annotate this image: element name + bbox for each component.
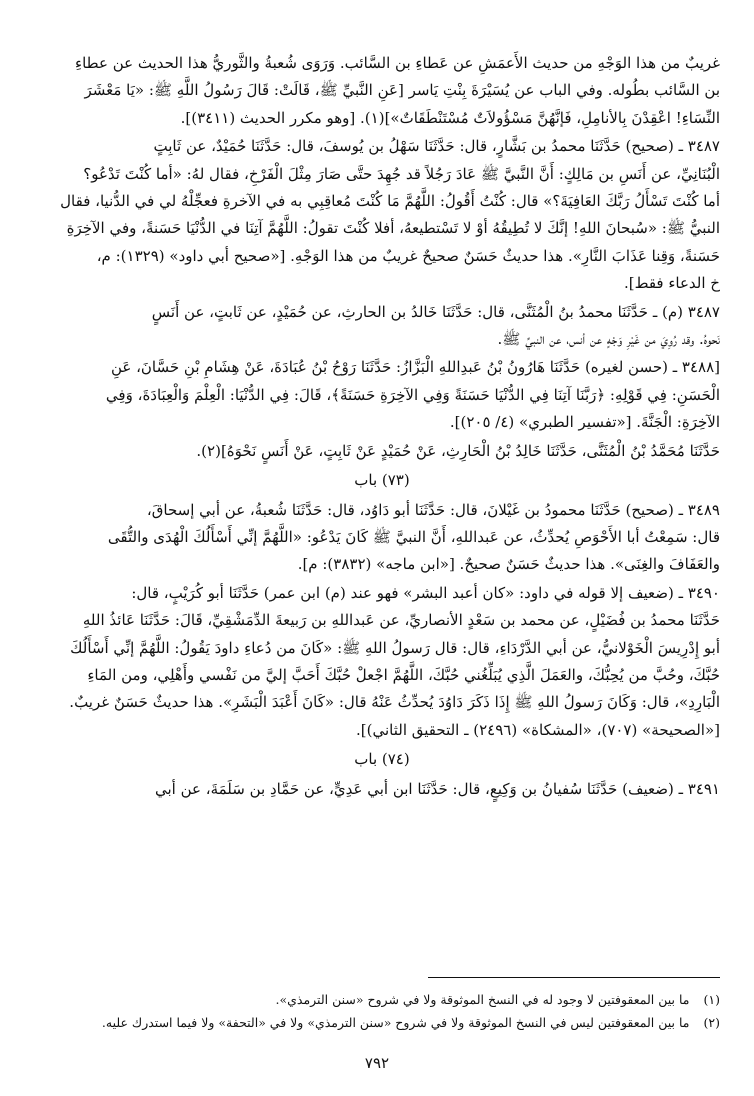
page-number: ٧٩٢ xyxy=(364,1054,390,1072)
footnote-1 xyxy=(44,988,720,1011)
hadith-3487 xyxy=(44,133,720,297)
text-line: النبيُّ ﷺ: «سُبحانَ اللهِ! إنَّكَ لا تُطِيقُهُ أوْ لا تَسْتطيعهُ، أفلا كُنْتَ تقولُ: اللَّهُمَّ آتِنَا في الدُّنْيَا حَسَنةً، وفي الآخِرَةِ xyxy=(66,219,720,238)
text-line: الْبَارِدِ»، قال: وَكَانَ رَسولُ اللهِ ﷺ إِذَا ذَكَرَ دَاوُدَ يُحدِّثُ عَنْهُ قال: «كَانَ أَعْبَدَ الْبَشَرِ». هذا حديثٌ حَسَنٌ غريبٌ. xyxy=(69,693,720,712)
text-line: [«الصحيحة» (٧٠٧)، «المشكاة» (٢٤٩٦) ـ التحقيق الثاني)]. xyxy=(356,720,720,739)
text-line: ٣٤٨٧ ـ (صحيح) حَدَّثَنَا محمدُ بن بَشَّارٍ، قال: حَدَّثَنَا سَهْلُ بن يُوسفَ، قال: حَدَّثَنَا حُمَيْدٌ، عن ثَابِتٍ xyxy=(153,137,720,156)
footnote-text: ما بين المعقوفتين لا وجود له في النسخ الموثوقة ولا في شروح «سنن الترمذي». xyxy=(275,992,690,1007)
hadith-3490 xyxy=(44,580,720,744)
text-line: ٣٤٩١ ـ (ضعيف) حَدَّثَنَا سُفيانُ بن وَكِيعٍ، قال: حَدَّثَنَا ابن أبي عَدِيٍّ، عن حَمَّادِ بن سَلَمَةَ، عن أبي xyxy=(154,779,720,798)
text-line: والعَفَافَ والغِنَى». هذا حديثٌ حَسَنٌ صحيحٌ. [«ابن ماجه» (٣٨٣٢): م]. xyxy=(297,555,720,574)
hadith-3488 xyxy=(44,354,720,436)
text-line: [٣٤٨٨ ـ (حسن لغيره) حَدَّثَنَا هَارُونُ بْنُ عَبدِاللهِ الْبَزَّازُ: حَدَّثَنَا رَوْحُ بْنُ عُبَادَةَ، عَنْ هِشَامِ بْنِ حَسَّانَ، عَنِ xyxy=(110,358,720,377)
text-line: نَحوهُ. وقد رُوِيَ من غَيْرِ وَجْهٍ عن أنس، عن النبيِّ ﷺ. xyxy=(497,330,720,349)
text-line: حُبَّكَ، وحُبَّ من يُحِبُّكَ، والعَمَلَ الَّذِي يُبَلِّغُني حُبَّكَ، اللَّهُمَّ اجْعلْ حُبَّكَ أَحَبَّ إليَّ من نَفْسي وأَهْلِي، ومن المَاءِ xyxy=(87,665,720,684)
text-line: حَدَّثَنَا محمدُ بن فُضَيْلٍ، عن محمد بن سَعْدٍ الأنصاريِّ، عن عَبداللهِ بن رَبيعةَ الدِّمَشْقِيِّ، قَالَ: حَدَّثَنَا عَائذُ اللهِ xyxy=(82,611,720,630)
paragraph-gharib xyxy=(44,50,720,132)
footnote-number: (١) xyxy=(703,992,720,1007)
text-line: حَدَّثَنَا مُحَمَّدُ بْنُ الْمُثَنَّى، حَدَّثَنَا خَالِدُ بْنُ الْحَارِثِ، عَنْ حُمَيْدٍ عَنْ ثَابِتٍ، عَنْ أَنَسٍ نَحْوَهُ](٢). xyxy=(196,441,720,460)
text-line: الْبُنَانِيِّ، عن أَنَسِ بن مَالِكٍ: أَنَّ النَّبيَّ ﷺ عَادَ رَجُلاً قد جُهِدَ حتَّى صَارَ مِثْلَ الْفَرْخِ، فقال لهُ: «أما كُنْتَ تَدْعُو؟ xyxy=(83,164,720,183)
text-line: ٣٤٨٧ (م) ـ حَدَّثَنَا محمدُ بنُ الْمُثَنَّى، قال: حَدَّثَنَا خَالدُ بن الحارثِ، عن حُمَيْدٍ، عن ثَابتٍ، عن أَنَسٍ xyxy=(151,302,720,321)
text-line: الْحَسَنِ: فِي قَوْلِهِ: ﴿رَبَّنَا آتِنَا فِي الدُّنْيَا حَسَنَةً وَفِي الآخِرَةِ حَسَنَةً﴾، قَالَ: فِي الدُّنْيَا: الْعِلْمَ وَالْعِبَادَةَ، وَفِي xyxy=(105,385,720,404)
page-body xyxy=(44,50,720,804)
text-line: حَسَنةً، وَقِنا عَذَابَ النَّارِ». هذا حديثٌ حَسَنٌ صحيحٌ غريبٌ من هذا الوَجْهِ. [«صحيح أبي داود» (١٣٢٩): م، xyxy=(96,246,720,265)
footnote-divider xyxy=(428,977,720,978)
text-line: ٣٤٩٠ ـ (ضعيف إلا قوله في داود: «كان أعبد البشر» فهو عند (م) ابن عمر) حَدَّثَنَا أبو كُرَيْبٍ، قال: xyxy=(131,583,720,602)
footnote-text: ما بين المعقوفتين ليس في النسخ الموثوقة ولا في شروح «سنن الترمذي» ولا في «التحفة» ولا فيما استدرك عليه. xyxy=(101,1015,690,1030)
hadith-3488-chain xyxy=(44,438,720,465)
text-line: أبو إِدْرِيسَ الْخَوْلانيُّ، عن أبي الدَّرْدَاءِ، قال: قال رَسولُ اللهِ ﷺ: «كَانَ من دُعاءِ داودَ يَقُولُ: اللَّهُمَّ إنِّي أَسْأَلُكَ xyxy=(70,638,720,657)
hadith-3489 xyxy=(44,497,720,579)
text-line: النِّسَاءِ! اعْقِدْنَ بِالأنامِلِ، فَإنَّهُنَّ مَسْؤُولاَتٌ مُسْتَنْطَقَاتٌ»](١). [وهو مكرر الحديث (٣٤١١)]. xyxy=(180,108,720,127)
text-line: بن السَّائب بطُوله. وفي الباب عن يُسَيْرَةَ بِنْتِ يَاسر [عَنِ النَّبيِّ ﷺ، قَالَتْ: قَالَ رَسُولُ اللَّهِ ﷺ: «يَا مَعْشَرَ xyxy=(84,81,720,100)
footnotes xyxy=(44,988,720,1034)
text-line: خ الدعاء فقط]. xyxy=(623,274,720,293)
chapter-heading-73: (٧٣) باب xyxy=(354,471,410,490)
hadith-3487-m xyxy=(44,299,720,354)
hadith-3491 xyxy=(44,776,720,803)
footnote-number: (٢) xyxy=(703,1015,720,1030)
text-line: غريبٌ من هذا الوَجْهِ من حديث الأَعمَشِ عن عَطاءِ بن السَّائب. وَرَوَى شُعبةُ والثَّوريُّ هذا الحديث عن عطاءِ xyxy=(75,54,720,72)
text-line: الآخِرَةِ: الْجَنَّةَ. [«تفسير الطبري» (٤/ ٢٠٥)]. xyxy=(449,413,720,432)
text-line: أما كُنْتَ تَسْأَلُ رَبَّكَ العَافِيَةَ؟» قال: كُنْتُ أَقُولُ: اللَّهُمَّ مَا كُنْتَ مُعاقِبِي به في الآخرةِ فعجِّلْهُ لي في الدُّنيا، فقال xyxy=(60,192,720,211)
text-line: قال: سَمِعْتُ أبا الأَحْوَصِ يُحدِّثُ، عن عَبداللهِ، أَنَّ النبيَّ ﷺ كَانَ يَدْعُو: «اللَّهُمَّ إنِّي أَسْأَلُكَ الْهُدَى والتُّقَى xyxy=(107,527,720,546)
chapter-heading-74: (٧٤) باب xyxy=(354,750,410,769)
text-line: ٣٤٨٩ ـ (صحيح) حَدَّثَنَا محمودُ بن غَيْلانَ، قال: حَدَّثَنَا أبو دَاوُد، قال: حَدَّثَنَا شُعبةُ، عن أبي إسحاقَ، xyxy=(146,500,720,519)
footnote-2 xyxy=(44,1011,720,1034)
